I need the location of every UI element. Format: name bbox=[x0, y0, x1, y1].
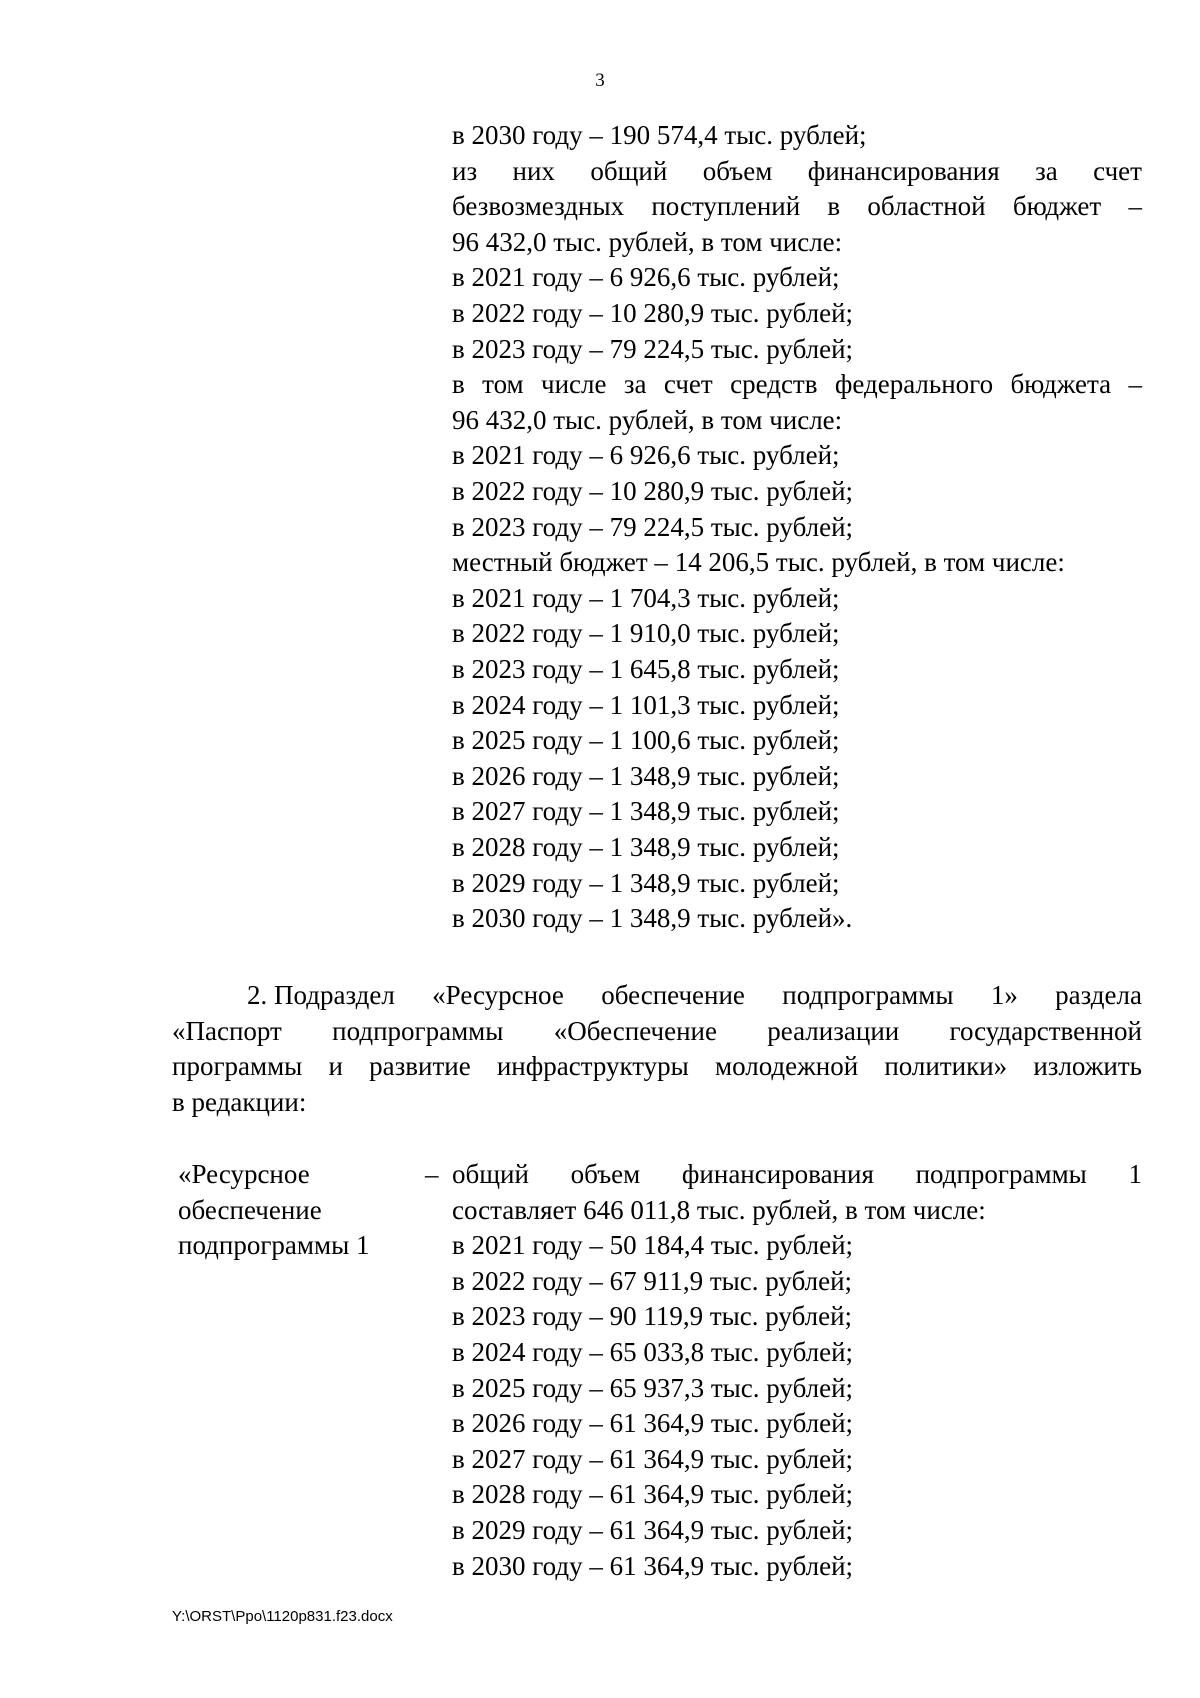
free-receipts-year-line: в 2022 году – 10 280,9 тыс. рублей; bbox=[452, 298, 854, 328]
local-budget-year-line: в 2029 году – 1 348,9 тыс. рублей; bbox=[452, 867, 840, 898]
resource-year-line: в 2022 году – 67 911,9 тыс. рублей; bbox=[452, 1265, 853, 1296]
paragraph-2-line-3-word: инфраструктуры bbox=[496, 1051, 689, 1082]
free-receipts-intro-2-word: безвозмездных bbox=[452, 191, 625, 222]
resource-label-line: «Ресурсное bbox=[178, 1159, 310, 1189]
free-receipts-intro-word: за bbox=[1035, 155, 1058, 186]
paragraph-2-line-2-word: «Паспорт bbox=[172, 1015, 282, 1046]
free-receipts-intro-2-word: в bbox=[827, 191, 841, 222]
resource-year-line: в 2029 году – 61 364,9 тыс. рублей; bbox=[452, 1515, 854, 1545]
local-budget-year-line: в 2030 году – 1 348,9 тыс. рублей». bbox=[452, 903, 853, 934]
local-budget-year-line: в 2022 году – 1 910,0 тыс. рублей; bbox=[452, 618, 840, 649]
paragraph-2-line-1-word: подпрограммы bbox=[782, 980, 954, 1010]
resource-intro-word: 1 bbox=[1128, 1159, 1142, 1189]
resource-intro-word: финансирования bbox=[681, 1159, 874, 1189]
free-receipts-intro-word: объем bbox=[702, 155, 773, 186]
paragraph-2-line-1-word: обеспечение bbox=[601, 980, 745, 1010]
resource-year-line: в 2023 году – 90 119,9 тыс. рублей; bbox=[452, 1301, 853, 1332]
federal-budget-intro-word: федерального bbox=[834, 369, 994, 400]
paragraph-2-line-3-word: и bbox=[328, 1051, 343, 1082]
resource-dash: – bbox=[425, 1159, 439, 1189]
free-receipts-intro-2 bbox=[452, 189, 1142, 223]
local-budget-year-line: в 2028 году – 1 348,9 тыс. рублей; bbox=[452, 832, 840, 862]
local-budget-year-line: в 2027 году – 1 348,9 тыс. рублей; bbox=[452, 796, 840, 827]
paragraph-2-line-1-word: 2. Подраздел bbox=[247, 980, 395, 1010]
paragraph-2-line-3-word: программы bbox=[172, 1051, 303, 1082]
resource-year-line: в 2026 году – 61 364,9 тыс. рублей; bbox=[452, 1408, 854, 1439]
local-budget-year-line: в 2023 году – 1 645,8 тыс. рублей; bbox=[452, 654, 840, 684]
paragraph-2-line-1-word: «Ресурсное bbox=[432, 980, 564, 1010]
federal-budget-intro-word: за bbox=[623, 369, 647, 400]
resource-year-line: в 2028 году – 61 364,9 тыс. рублей; bbox=[452, 1479, 854, 1510]
free-receipts-intro-2-word: – bbox=[1128, 191, 1142, 222]
federal-budget-intro-word: счет bbox=[663, 369, 713, 400]
paragraph-2-line-4: в редакции: bbox=[172, 1086, 307, 1117]
local-budget-year-line: в 2021 году – 1 704,3 тыс. рублей; bbox=[452, 582, 840, 613]
resource-intro-word: подпрограммы bbox=[915, 1159, 1087, 1189]
federal-budget-intro-word: – bbox=[1128, 369, 1142, 400]
free-receipts-year-line: в 2023 году – 79 224,5 тыс. рублей; bbox=[452, 333, 854, 364]
paragraph-2-line-3-word: изложить bbox=[1033, 1051, 1142, 1082]
federal-budget-intro-word: том bbox=[482, 369, 524, 400]
resource-year-line: в 2030 году – 61 364,9 тыс. рублей; bbox=[452, 1550, 854, 1581]
free-receipts-intro-2-word: поступлений bbox=[651, 191, 801, 222]
federal-budget-year-line: в 2021 году – 6 926,6 тыс. рублей; bbox=[452, 440, 840, 471]
local-budget-total: местный бюджет – 14 206,5 тыс. рублей, в том числе: bbox=[452, 547, 1065, 578]
federal-budget-intro-word: бюджета bbox=[1010, 369, 1112, 400]
free-receipts-intro-word: финансирования bbox=[807, 155, 1000, 186]
federal-budget-intro-word: в bbox=[452, 369, 465, 400]
federal-budget-intro-word: числе bbox=[541, 369, 607, 400]
paragraph-2-line-3-word: политики» bbox=[884, 1051, 1008, 1082]
resource-intro bbox=[452, 1157, 1142, 1191]
file-path-footer: Y:\ORST\Ppo\1120p831.f23.docx bbox=[172, 1608, 393, 1625]
resource-intro-word: объем bbox=[570, 1159, 641, 1189]
free-receipts-intro-word: общий bbox=[590, 155, 668, 186]
free-receipts-intro-word: них bbox=[512, 155, 555, 186]
paragraph-2-line-1-word: 1» bbox=[990, 980, 1018, 1010]
paragraph-2-line-2-word: государственной bbox=[949, 1015, 1142, 1046]
paragraph-2-line-2-word: «Обеспечение bbox=[553, 1015, 717, 1046]
resource-year-line: в 2021 году – 50 184,4 тыс. рублей; bbox=[452, 1230, 854, 1261]
local-budget-year-line: в 2024 году – 1 101,3 тыс. рублей; bbox=[452, 689, 840, 720]
paragraph-2-line-2-word: подпрограммы bbox=[332, 1015, 504, 1046]
resource-intro-word: общий bbox=[452, 1159, 529, 1189]
resource-label-line: подпрограммы 1 bbox=[178, 1230, 370, 1261]
paragraph-2-line-1-word: раздела bbox=[1055, 980, 1142, 1010]
paragraph-2-line-2-word: реализации bbox=[767, 1015, 900, 1046]
free-receipts-intro-2-word: областной bbox=[867, 191, 986, 222]
paragraph-2-line-3-word: развитие bbox=[369, 1051, 471, 1082]
federal-budget-total: 96 432,0 тыс. рублей, в том числе: bbox=[452, 404, 843, 435]
resource-year-line: в 2024 году – 65 033,8 тыс. рублей; bbox=[452, 1337, 854, 1367]
paragraph-2-line-3-word: молодежной bbox=[714, 1051, 859, 1082]
federal-budget-year-line: в 2023 году – 79 224,5 тыс. рублей; bbox=[452, 511, 854, 542]
free-receipts-intro bbox=[452, 154, 1142, 188]
federal-budget-intro bbox=[452, 367, 1142, 401]
funding-line: в 2030 году – 190 574,4 тыс. рублей; bbox=[452, 120, 867, 150]
free-receipts-intro-word: счет bbox=[1093, 155, 1142, 186]
free-receipts-year-line: в 2021 году – 6 926,6 тыс. рублей; bbox=[452, 262, 840, 293]
page-number: 3 bbox=[595, 70, 605, 91]
local-budget-year-line: в 2025 году – 1 100,6 тыс. рублей; bbox=[452, 725, 840, 756]
resource-year-line: в 2025 году – 65 937,3 тыс. рублей; bbox=[452, 1372, 854, 1403]
paragraph-2-line-2 bbox=[172, 1014, 1142, 1048]
resource-total: составляет 646 011,8 тыс. рублей, в том числе: bbox=[452, 1194, 986, 1225]
free-receipts-intro-word: из bbox=[452, 155, 478, 186]
resource-label-line: обеспечение bbox=[178, 1194, 322, 1225]
federal-budget-year-line: в 2022 году – 10 280,9 тыс. рублей; bbox=[452, 476, 854, 506]
free-receipts-total: 96 432,0 тыс. рублей, в том числе: bbox=[452, 226, 843, 257]
paragraph-2-line-3 bbox=[172, 1049, 1142, 1083]
paragraph-2-line-1 bbox=[247, 978, 1142, 1012]
local-budget-year-line: в 2026 году – 1 348,9 тыс. рублей; bbox=[452, 760, 840, 791]
free-receipts-intro-2-word: бюджет bbox=[1012, 191, 1102, 222]
federal-budget-intro-word: средств bbox=[730, 369, 818, 400]
resource-year-line: в 2027 году – 61 364,9 тыс. рублей; bbox=[452, 1443, 854, 1474]
